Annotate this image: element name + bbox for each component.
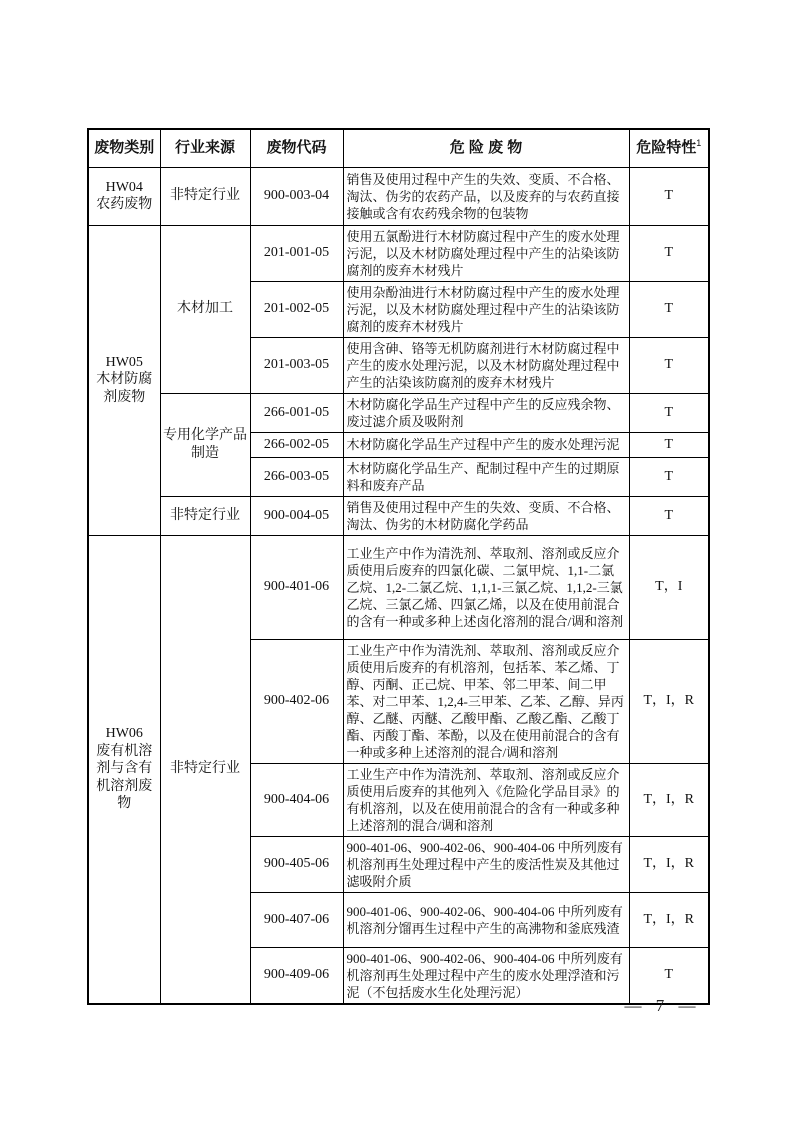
hazard-trait-cell: T [629, 496, 709, 535]
waste-code-cell: 900-003-04 [250, 167, 343, 225]
header-hazard-trait [629, 129, 709, 167]
table-row [88, 167, 709, 225]
waste-description-cell: 900-401-06、900-402-06、900-404-06 中所列废有机溶剂再生处理过程中产生的废活性炭及其他过滤吸附介质 [343, 836, 629, 892]
waste-category-cell [88, 167, 160, 225]
waste-description-cell: 使用杂酚油进行木材防腐过程中产生的废水处理污泥，以及木材防腐处理过程中产生的沾染该防腐剂的废弃木材残片 [343, 281, 629, 337]
hazard-trait-cell: T [629, 393, 709, 432]
waste-code-cell: 900-409-06 [250, 947, 343, 1004]
waste-description-cell: 木材防腐化学品生产过程中产生的废水处理污泥 [343, 432, 629, 457]
hazard-trait-cell: T，I，R [629, 836, 709, 892]
hazard-trait-cell: T，I，R [629, 639, 709, 763]
hazard-trait-cell: T [629, 947, 709, 1004]
waste-category-cell [88, 225, 160, 535]
waste-description-cell: 销售及使用过程中产生的失效、变质、不合格、淘汰、伪劣的木材防腐化学药品 [343, 496, 629, 535]
waste-description-cell: 使用五氯酚进行木材防腐过程中产生的废水处理污泥，以及木材防腐处理过程中产生的沾染该防腐剂的废弃木材残片 [343, 225, 629, 281]
waste-description-cell: 900-401-06、900-402-06、900-404-06 中所列废有机溶剂分馏再生过程中产生的高沸物和釜底残渣 [343, 892, 629, 947]
table-row [88, 535, 709, 639]
waste-description-cell: 销售及使用过程中产生的失效、变质、不合格、淘汰、伪劣的农药产品，以及废弃的与农药直接接触或含有农药残余物的包装物 [343, 167, 629, 225]
waste-category-name: 木材防腐剂废物 [96, 372, 153, 405]
waste-category-code: HW06 [105, 726, 143, 742]
waste-description-cell: 使用含砷、铬等无机防腐剂进行木材防腐过程中产生的废水处理污泥，以及木材防腐处理过程中产生的沾染该防腐剂的废弃木材残片 [343, 337, 629, 393]
hazard-trait-cell: T [629, 337, 709, 393]
hazard-trait-cell: T [629, 432, 709, 457]
industry-source-cell: 木材加工 [160, 225, 250, 393]
hazard-trait-cell: T [629, 281, 709, 337]
waste-code-cell: 201-002-05 [250, 281, 343, 337]
waste-code-cell: 266-001-05 [250, 393, 343, 432]
industry-source-cell: 非特定行业 [160, 496, 250, 535]
header-industry-source: 行业来源 [160, 129, 250, 167]
waste-code-cell: 900-401-06 [250, 535, 343, 639]
waste-description-cell: 工业生产中作为清洗剂、萃取剂、溶剂或反应介质使用后废弃的四氯化碳、二氯甲烷、1,1-二氯乙烷、1,2-二氯乙烷、1,1,1-三氯乙烷、1,1,2-三氯乙烷、三氯乙烯、四氯乙烯，以及在使用前混合的含有一种或多种上述卤化溶剂的混合/调和溶剂 [343, 535, 629, 639]
industry-source-cell: 非特定行业 [160, 535, 250, 1004]
waste-category-code: HW04 [105, 179, 143, 195]
waste-code-cell: 266-002-05 [250, 432, 343, 457]
waste-category-name: 废有机溶剂与含有机溶剂废物 [96, 743, 153, 812]
waste-code-cell: 900-405-06 [250, 836, 343, 892]
waste-code-cell: 201-001-05 [250, 225, 343, 281]
waste-code-cell: 900-402-06 [250, 639, 343, 763]
waste-category-code: HW05 [105, 354, 143, 370]
industry-source-cell: 专用化学产品制造 [160, 393, 250, 496]
hazard-trait-cell: T [629, 167, 709, 225]
table-row [88, 225, 709, 281]
waste-code-cell: 201-003-05 [250, 337, 343, 393]
header-waste-category: 废物类别 [88, 129, 160, 167]
table-row [88, 393, 709, 432]
waste-description-cell: 工业生产中作为清洗剂、萃取剂、溶剂或反应介质使用后废弃的有机溶剂，包括苯、苯乙烯、丁醇、丙酮、正己烷、甲苯、邻二甲苯、间二甲苯、对二甲苯、1,2,4-三甲苯、乙苯、乙醇、异丙醇、乙醚、丙醚、乙酸甲酯、乙酸乙酯、乙酸丁酯、丙酸丁酯、苯酚，以及在使用前混合的含有一种或多种上述溶剂的混合/调和溶剂 [343, 639, 629, 763]
waste-category-name: 农药废物 [96, 197, 153, 212]
waste-description-cell: 工业生产中作为清洗剂、萃取剂、溶剂或反应介质使用后废弃的其他列入《危险化学品目录》的有机溶剂，以及在使用前混合的含有一种或多种上述溶剂的混合/调和溶剂 [343, 763, 629, 836]
waste-code-cell: 900-407-06 [250, 892, 343, 947]
waste-code-cell: 266-003-05 [250, 457, 343, 496]
waste-category-cell [88, 535, 160, 1004]
hazard-trait-cell: T，I，R [629, 892, 709, 947]
hazard-trait-cell: T，I [629, 535, 709, 639]
waste-code-cell: 900-404-06 [250, 763, 343, 836]
hazardous-waste-table [87, 128, 710, 1005]
hazard-trait-cell: T [629, 457, 709, 496]
hazard-trait-cell: T [629, 225, 709, 281]
hazard-trait-cell: T，I，R [629, 763, 709, 836]
waste-code-cell: 900-004-05 [250, 496, 343, 535]
header-hazard-trait-label: 危险特性 [636, 139, 697, 157]
page-number: — 7 — [624, 996, 696, 1015]
waste-description-cell: 900-401-06、900-402-06、900-404-06 中所列废有机溶剂再生处理过程中产生的废水处理浮渣和污泥（不包括废水生化处理污泥） [343, 947, 629, 1004]
header-waste-code: 废物代码 [250, 129, 343, 167]
table-header-row [88, 129, 709, 167]
header-hazard-footnote-marker: 1 [696, 138, 702, 149]
waste-description-cell: 木材防腐化学品生产过程中产生的反应残余物、废过滤介质及吸附剂 [343, 393, 629, 432]
waste-description-cell: 木材防腐化学品生产、配制过程中产生的过期原料和废弃产品 [343, 457, 629, 496]
header-hazardous-waste: 危 险 废 物 [343, 129, 629, 167]
table-row [88, 496, 709, 535]
industry-source-cell: 非特定行业 [160, 167, 250, 225]
